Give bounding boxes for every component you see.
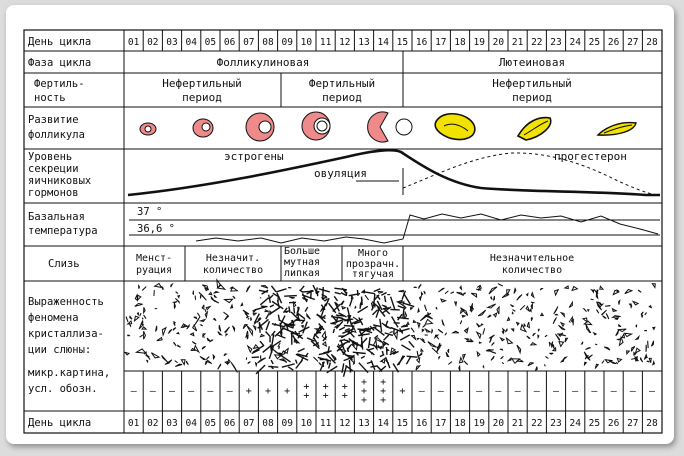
follicle-label-1: Развитие	[28, 114, 79, 126]
saliva-label-2: феномена	[28, 312, 79, 324]
saliva-symbol: +	[361, 377, 367, 388]
saliva-symbol: +	[342, 382, 348, 393]
fertility-period-3-line1: Нефертильный	[492, 77, 571, 90]
day-number-top: 21	[512, 37, 524, 48]
basal-temperature-curve	[196, 214, 658, 243]
basal-label-1: Базальная	[28, 211, 85, 223]
day-number-bottom: 24	[569, 418, 581, 429]
day-number-bottom: 02	[147, 418, 158, 429]
corpus-luteum-1-icon	[435, 114, 475, 140]
day-number-top: 24	[569, 37, 581, 48]
saliva-symbol: +	[303, 391, 309, 402]
saliva-symbol: +	[303, 382, 309, 393]
day-number-top: 10	[301, 37, 313, 48]
saliva-symbol: +	[284, 386, 290, 397]
saliva-symbol: –	[630, 386, 637, 397]
day-number-top: 20	[493, 37, 505, 48]
day-number-bottom: 16	[416, 418, 428, 429]
day-number-bottom: 12	[339, 418, 350, 429]
progesterone-label: прогестерон	[554, 150, 627, 163]
day-number-bottom: 18	[454, 418, 466, 429]
mucus-scant-1: Незначит.	[206, 253, 260, 264]
mucus-clear-1: Много	[358, 248, 388, 259]
day-number-bottom: 22	[531, 418, 542, 429]
day-number-bottom: 17	[435, 418, 446, 429]
day-number-top: 03	[166, 37, 177, 48]
mucus-cloudy-1: Больше	[284, 246, 320, 257]
follicle-development-drawings	[140, 112, 636, 142]
follicle-label-2: фолликула	[28, 129, 85, 141]
corpus-luteum-3-icon	[598, 123, 636, 136]
fertility-period-1-line2: период	[182, 91, 222, 104]
phase-luteal: Лютеиновая	[499, 56, 565, 69]
day-number-bottom: 19	[473, 418, 485, 429]
saliva-label-1: Выраженность	[28, 296, 104, 308]
saliva-symbol: –	[495, 386, 502, 397]
day-number-top: 17	[435, 37, 446, 48]
fertility-label-1: Фертиль-	[34, 78, 85, 90]
day-number-bottom: 01	[128, 418, 140, 429]
saliva-symbol: –	[188, 386, 195, 397]
follicle-ovulation-icon	[368, 112, 412, 142]
day-number-top: 05	[205, 37, 216, 48]
saliva-symbol: –	[591, 386, 598, 397]
day-number-bottom: 25	[589, 418, 600, 429]
fertility-period-1-line1: Нефертильный	[162, 77, 241, 90]
mucus-cloudy-2: мутная	[284, 257, 320, 268]
saliva-symbol: –	[419, 386, 426, 397]
day-number-top: 19	[473, 37, 485, 48]
day-number-bottom: 10	[301, 418, 313, 429]
hormones-label-1: Уровень	[28, 151, 72, 163]
saliva-symbol: –	[515, 386, 522, 397]
corpus-luteum-2-icon	[518, 118, 551, 140]
saliva-symbol: +	[361, 386, 367, 397]
saliva-symbol: –	[611, 386, 618, 397]
day-number-bottom: 23	[550, 418, 561, 429]
mucus-minor-1: Незначительное	[490, 253, 574, 264]
phase-follicular: Фолликулиновая	[217, 56, 310, 69]
phase-row-label: Фаза цикла	[28, 57, 91, 69]
saliva-crystallization-drawing	[125, 280, 656, 377]
day-number-bottom: 13	[358, 418, 369, 429]
day-number-bottom: 07	[243, 418, 254, 429]
day-row-label-bottom: День цикла	[28, 417, 91, 429]
day-number-top: 01	[128, 37, 140, 48]
hormones-label-3: яичниковых	[28, 175, 91, 187]
day-number-bottom: 26	[608, 418, 620, 429]
ovulation-label: овуляция	[314, 167, 367, 180]
mucus-row-label: Слизь	[48, 258, 80, 270]
saliva-symbol: +	[380, 377, 386, 388]
follicle-stage-2-icon	[193, 119, 213, 137]
day-number-top: 27	[627, 37, 638, 48]
day-number-top: 16	[416, 37, 428, 48]
saliva-label-3: кристаллиза-	[28, 328, 104, 340]
saliva-symbol: +	[399, 386, 405, 397]
saliva-symbol: +	[323, 382, 329, 393]
saliva-symbol: +	[380, 386, 386, 397]
saliva-symbol: –	[131, 386, 138, 397]
saliva-symbol: –	[150, 386, 157, 397]
mucus-clear-2: прозрачн.	[346, 259, 400, 270]
mucus-menstruation-2: руация	[136, 265, 172, 276]
day-number-top: 09	[281, 37, 293, 48]
fertility-period-3-line2: период	[512, 91, 552, 104]
saliva-symbol: –	[457, 386, 464, 397]
day-number-bottom: 09	[281, 418, 293, 429]
day-number-top: 23	[550, 37, 561, 48]
saliva-symbol: –	[207, 386, 214, 397]
saliva-label-4: ции слюны:	[28, 344, 91, 356]
day-number-top: 08	[262, 37, 274, 48]
day-number-bottom: 27	[627, 418, 638, 429]
day-number-bottom: 03	[166, 418, 177, 429]
fertility-period-2-line2: период	[322, 91, 362, 104]
follicle-stage-1-icon	[140, 123, 156, 135]
day-number-top: 15	[397, 37, 408, 48]
day-number-top: 07	[243, 37, 254, 48]
day-number-top: 26	[608, 37, 620, 48]
follicle-stage-4-icon	[302, 112, 330, 140]
hormones-label-4: гормонов	[28, 187, 79, 199]
saliva-symbol: –	[649, 386, 656, 397]
day-number-top: 25	[589, 37, 600, 48]
estrogens-label: эстрогены	[224, 150, 284, 163]
day-number-top: 02	[147, 37, 158, 48]
fertility-period-2-line1: Фертильный	[309, 77, 375, 90]
hormones-label-2: секреции	[28, 163, 79, 175]
saliva-symbol: –	[169, 386, 176, 397]
day-number-top: 22	[531, 37, 542, 48]
day-number-top: 06	[224, 37, 236, 48]
menstrual-cycle-table	[6, 5, 684, 456]
day-number-top: 28	[646, 37, 658, 48]
day-number-bottom: 05	[205, 418, 216, 429]
day-number-top: 18	[454, 37, 466, 48]
day-number-bottom: 08	[262, 418, 274, 429]
day-number-bottom: 04	[185, 418, 197, 429]
cycle-chart-card	[6, 5, 674, 444]
day-number-top: 14	[377, 37, 389, 48]
saliva-symbol: –	[572, 386, 579, 397]
saliva-symbol: +	[265, 386, 271, 397]
day-number-bottom: 15	[397, 418, 408, 429]
follicle-stage-3-icon	[246, 113, 274, 141]
saliva-symbol: +	[246, 386, 252, 397]
saliva-label-5: микр.картина,	[28, 367, 110, 379]
saliva-symbol: –	[438, 386, 445, 397]
day-number-bottom: 14	[377, 418, 389, 429]
basal-label-2: температура	[28, 225, 98, 237]
day-number-bottom: 20	[493, 418, 505, 429]
mucus-menstruation-1: Менст-	[136, 253, 172, 264]
mucus-scant-2: количество	[203, 265, 263, 276]
mucus-minor-2: количество	[502, 265, 562, 276]
day-number-top: 11	[320, 37, 332, 48]
day-number-top: 13	[358, 37, 369, 48]
mucus-clear-3: тягучая	[352, 269, 394, 280]
mucus-cloudy-3: липкая	[284, 268, 320, 279]
saliva-symbol: +	[342, 391, 348, 402]
day-number-bottom: 21	[512, 418, 524, 429]
day-number-top: 12	[339, 37, 350, 48]
saliva-symbol: +	[323, 391, 329, 402]
temp-36-6-label: 36,6 °	[137, 223, 175, 235]
day-number-bottom: 28	[646, 418, 658, 429]
saliva-symbol: +	[380, 395, 386, 406]
saliva-symbol: –	[553, 386, 560, 397]
saliva-symbol: –	[476, 386, 483, 397]
saliva-label-6: усл. обозн.	[28, 383, 98, 395]
day-row-label-top: День цикла	[28, 36, 91, 48]
day-number-bottom: 11	[320, 418, 332, 429]
saliva-symbol: +	[361, 395, 367, 406]
saliva-symbol: –	[227, 386, 234, 397]
temp-37-label: 37 °	[137, 206, 162, 218]
saliva-symbol: –	[534, 386, 541, 397]
fertility-label-2: ность	[34, 92, 66, 104]
day-number-top: 04	[185, 37, 197, 48]
day-number-bottom: 06	[224, 418, 236, 429]
